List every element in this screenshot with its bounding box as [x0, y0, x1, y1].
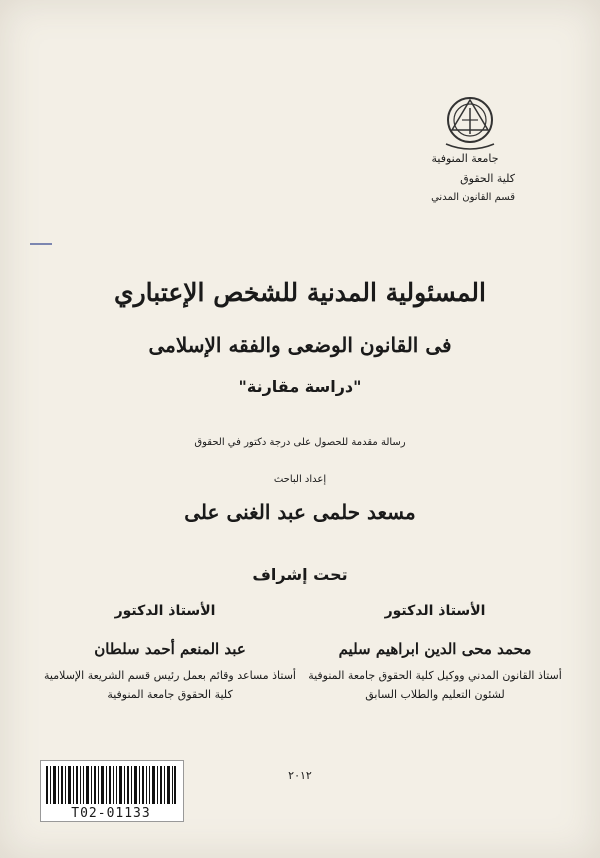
university-logo — [438, 90, 502, 154]
faculty-name: كلية الحقوق — [460, 172, 515, 185]
ink-mark — [30, 242, 52, 246]
department-name: قسم القانون المدني — [431, 192, 515, 203]
prepared-by-label: إعداد الباحث — [273, 474, 327, 485]
supervisor-1-name: محمد محى الدين ابراهيم سليم — [338, 640, 532, 658]
thesis-title: المسئولية المدنية للشخص الإعتباري — [114, 278, 486, 307]
thesis-subtitle: فى القانون الوضعى والفقه الإسلامى — [148, 333, 452, 357]
supervisor-2-title: الأستاذ الدكتور — [114, 603, 216, 619]
year: ٢٠١٢ — [288, 769, 312, 782]
supervisor-2-name: عبد المنعم أحمد سلطان — [94, 640, 246, 658]
university-name: جامعة المنوفية — [431, 152, 499, 165]
supervisor-1-description: أستاذ القانون المدني ووكيل كلية الحقوق جامعة المنوفية لشئون التعليم والطلاب السابق — [308, 669, 562, 701]
thesis-purpose: رسالة مقدمة للحصول على درجة دكتور في الحقوق — [194, 437, 406, 448]
supervisor-1-title: الأستاذ الدكتور — [384, 603, 486, 619]
supervision-label: تحت إشراف — [252, 565, 348, 584]
barcode-number: T02-01133 — [71, 806, 151, 821]
researcher-name: مسعد حلمى عبد الغنى على — [184, 500, 416, 524]
study-type: "دراسة مقارنة" — [238, 377, 362, 396]
supervisor-2-description: أستاذ مساعد وقائم بعمل رئيس قسم الشريعة الإسلامية كلية الحقوق جامعة المنوفية — [44, 669, 296, 701]
barcode-icon — [46, 766, 176, 804]
